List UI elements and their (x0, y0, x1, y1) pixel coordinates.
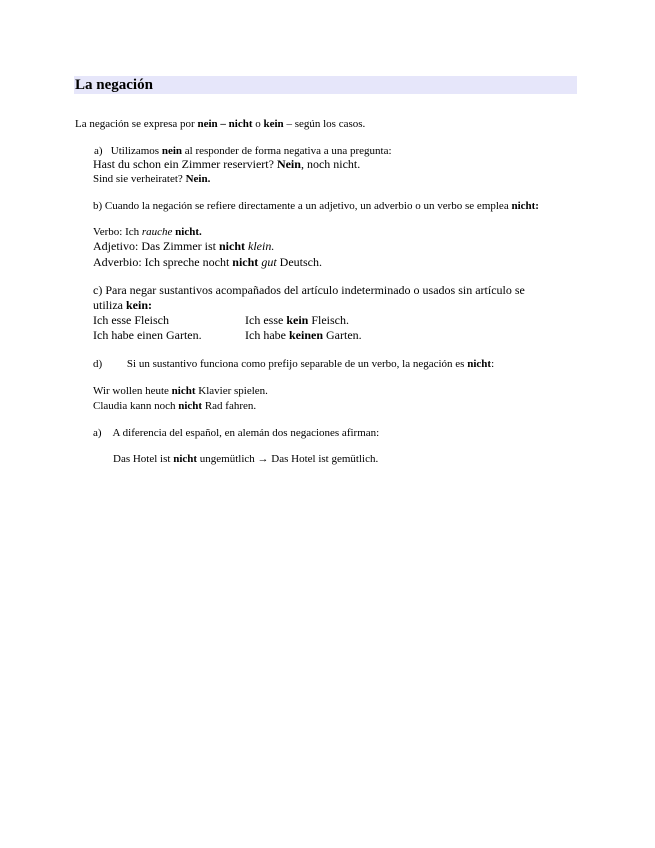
section-d-heading: d) Si un sustantivo funciona como prefijo separable de un verbo, la negación es nicht: (93, 358, 495, 370)
section-c-heading-line-1: c) Para negar sustantivos acompañados del artículo indeterminado o usados sin artículo se (93, 283, 525, 297)
section-a-heading: a) Utilizamos nein al responder de forma negativa a una pregunta: (94, 145, 392, 157)
section-b-adverbio: Adverbio: Ich spreche nocht nicht gut Deutsch. (93, 255, 322, 269)
section-e-example: Das Hotel ist nicht ungemütlich → Das Hotel ist gemütlich. (113, 453, 379, 465)
intro-paragraph: La negación se expresa por nein – nicht o kein – según los casos. (75, 118, 366, 130)
page-title: La negación (75, 77, 153, 93)
section-c-row-2: Ich habe einen Garten. Ich habe keinen Garten. (93, 328, 362, 342)
section-d-example-2: Claudia kann noch nicht Rad fahren. (93, 400, 257, 412)
section-a-example-1: Hast du schon ein Zimmer reserviert? Nein, noch nicht. (93, 157, 361, 171)
section-a-example-2: Sind sie verheiratet? Nein. (93, 173, 211, 185)
section-d-example-1: Wir wollen heute nicht Klavier spielen. (93, 385, 268, 397)
section-c-heading-line-2: utiliza kein: (93, 298, 153, 312)
section-b-verbo: Verbo: Ich rauche nicht. (93, 226, 202, 238)
section-b-adjetivo: Adjetivo: Das Zimmer ist nicht klein. (93, 239, 275, 253)
section-e-heading: a) A diferencia del español, en alemán dos negaciones afirman: (93, 427, 380, 439)
section-c-row-1: Ich esse Fleisch Ich esse kein Fleisch. (93, 313, 350, 327)
section-b-heading: b) Cuando la negación se refiere directamente a un adjetivo, un adverbio o un verbo se emplea nicht: (93, 200, 539, 212)
